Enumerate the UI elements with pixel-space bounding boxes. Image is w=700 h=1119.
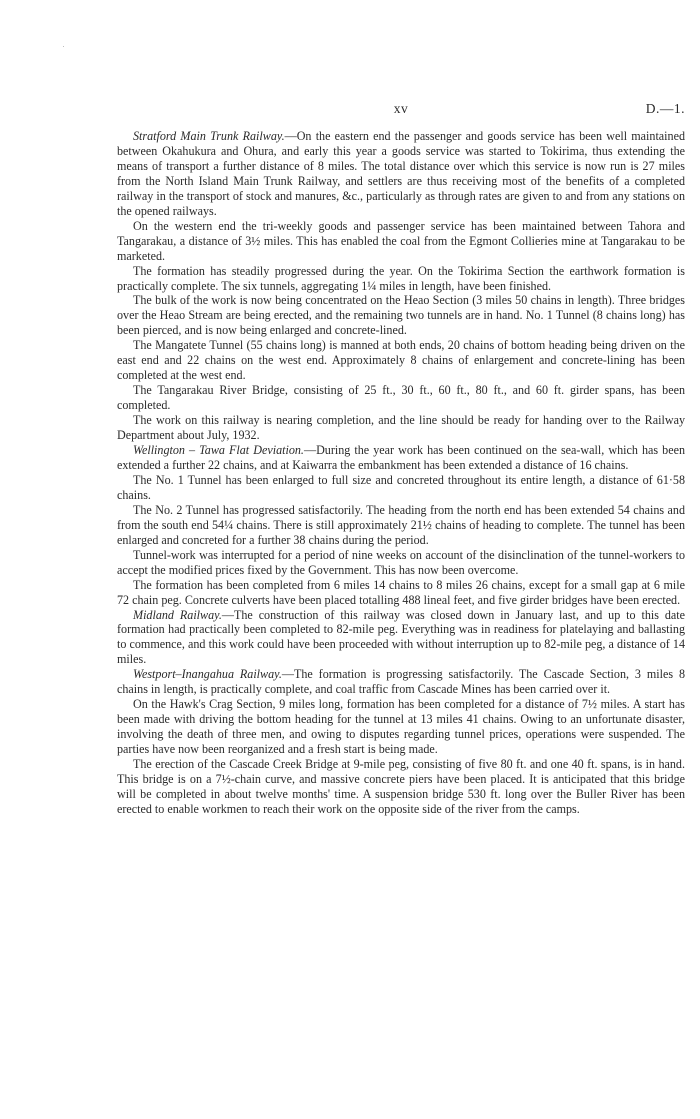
paragraph-text: The erection of the Cascade Creek Bridge at 9-mile peg, consisting of five 80 ft. and one 40 ft. spans, is in hand. This bridge is on a 7½-chain curve, and massive concrete piers have been placed. It is anticipated that this bridge will be completed in about twelve months' time. A suspension bridge 530 ft. long over the Buller River has been erected to enable workmen to reach their work on the opposite side of the river from the camps. [117,757,685,816]
paragraph [117,578,685,608]
paragraph [117,338,685,383]
paragraph [117,219,685,264]
paragraph [117,129,685,219]
scan-speck [63,46,64,47]
paragraph-text: The formation has been completed from 6 miles 14 chains to 8 miles 26 chains, except for a small gap at 6 mile 72 chain peg. Concrete culverts have been placed totalling 488 lineal feet, and five girder bridges have been erected. [117,577,685,607]
paragraph-text: —The formation is progressing satisfactorily. The Cascade Section, 3 miles 8 chains in length, is practically complete, and coal traffic from Cascade Mines has been carried over it. [117,667,685,697]
paragraph-text: On the Hawk's Crag Section, 9 miles long, formation has been completed for a distance of 7½ miles. A start has been made with driving the bottom heading for the tunnel at 13 miles 41 chains. Owing to an unfortunate disaster, involving the death of three men, and owing to disputes regarding tunnel prices, operations were suspended. The parties have now been reorganized and a fresh start is being made. [117,697,685,757]
paragraph [117,503,685,548]
paragraph-text: The No. 1 Tunnel has been enlarged to full size and concreted throughout its entire length, a distance of 61·58 chains. [117,472,685,502]
section-heading-midland: Midland Railway. [133,607,222,622]
paragraph-text: On the western end the tri-weekly goods and passenger service has been maintained between Tahora and Tangarakau, a distance of 3½ miles. This has enabled the coal from the Egmont Collieries mine at Tangarakau to be marketed. [117,218,685,263]
page-header [117,101,685,121]
paragraph-text: The No. 2 Tunnel has progressed satisfactorily. The heading from the north end has been extended 54 chains and from the south end 54¼ chains. There is still approximately 21½ chains of heading to complete. The tunnel has been enlarged and concreted for a further 38 chains during the period. [117,502,685,547]
paragraph [117,667,685,697]
section-heading-wellington: Wellington – Tawa Flat Deviation. [133,443,304,458]
document-reference: D.—1. [645,101,685,116]
paragraph [117,383,685,413]
paragraph-text: —On the eastern end the passenger and goods service has been well maintained between Okahukura and Ohura, and early this year a goods service was started to Tokirima, thus extending the means of transport a further distance of 8 miles. The total distance over which this service is now run is 27 miles from the North Island Main Trunk Railway, and settlers are thus receiving most of the benefits of a completed railway in the transport of stock and manures, &c., particularly as through rates are given to and from any stations on the opened railways. [117,129,685,218]
paragraph [117,443,685,473]
paragraph-text: The bulk of the work is now being concentrated on the Heao Section (3 miles 50 chains in length). Three bridges over the Heao Stream are being erected, and the remaining two tunnels are in hand. No. 1 Tunnel (8 chains long) has been pierced, and is now being enlarged and concrete-lined. [117,293,685,338]
paragraph-text: —The construction of this railway was closed down in January last, and up to this date formation had practically been completed to 82-mile peg. Everything was in readiness for platelaying and ballasting to commence, and this work could have been proceeded with without interruption up to 82-mile peg, a distance of 14 miles. [117,607,685,667]
paragraph-text: The Tangarakau River Bridge, consisting of 25 ft., 30 ft., 60 ft., 80 ft., and 60 ft. girder spans, has been completed. [117,383,685,413]
paragraph-text: The work on this railway is nearing completion, and the line should be ready for handing over to the Railway Department about July, 1932. [117,413,685,443]
paragraph [117,264,685,294]
paragraph [117,608,685,668]
paragraph [117,293,685,338]
page-number: xv [393,101,409,116]
paragraph [117,548,685,578]
paragraph-text: Tunnel-work was interrupted for a period of nine weeks on account of the disinclination of the tunnel-workers to accept the modified prices fixed by the Government. This has now been overcome. [117,547,685,577]
section-heading-stratford: Stratford Main Trunk Railway. [133,129,285,143]
paragraph-text: The Mangatete Tunnel (55 chains long) is manned at both ends, 20 chains of bottom heading being driven on the east end and 22 chains on the west end. Approximately 8 chains of enlargement and concrete-lining has been completed at the west end. [117,338,685,383]
paragraph [117,473,685,503]
paragraph [117,757,685,817]
paragraph [117,413,685,443]
body-text [117,129,685,817]
paragraph [117,697,685,757]
paragraph-text: The formation has steadily progressed during the year. On the Tokirima Section the earthwork formation is practically complete. The six tunnels, aggregating 1¼ miles in length, have been finished. [117,263,685,293]
paragraph-text: —During the year work has been continued on the sea-wall, which has been extended a further 22 chains, and at Kaiwarra the embankment has been extended a distance of 16 chains. [117,443,686,472]
section-heading-westport: Westport–Inangahua Railway. [133,667,282,682]
